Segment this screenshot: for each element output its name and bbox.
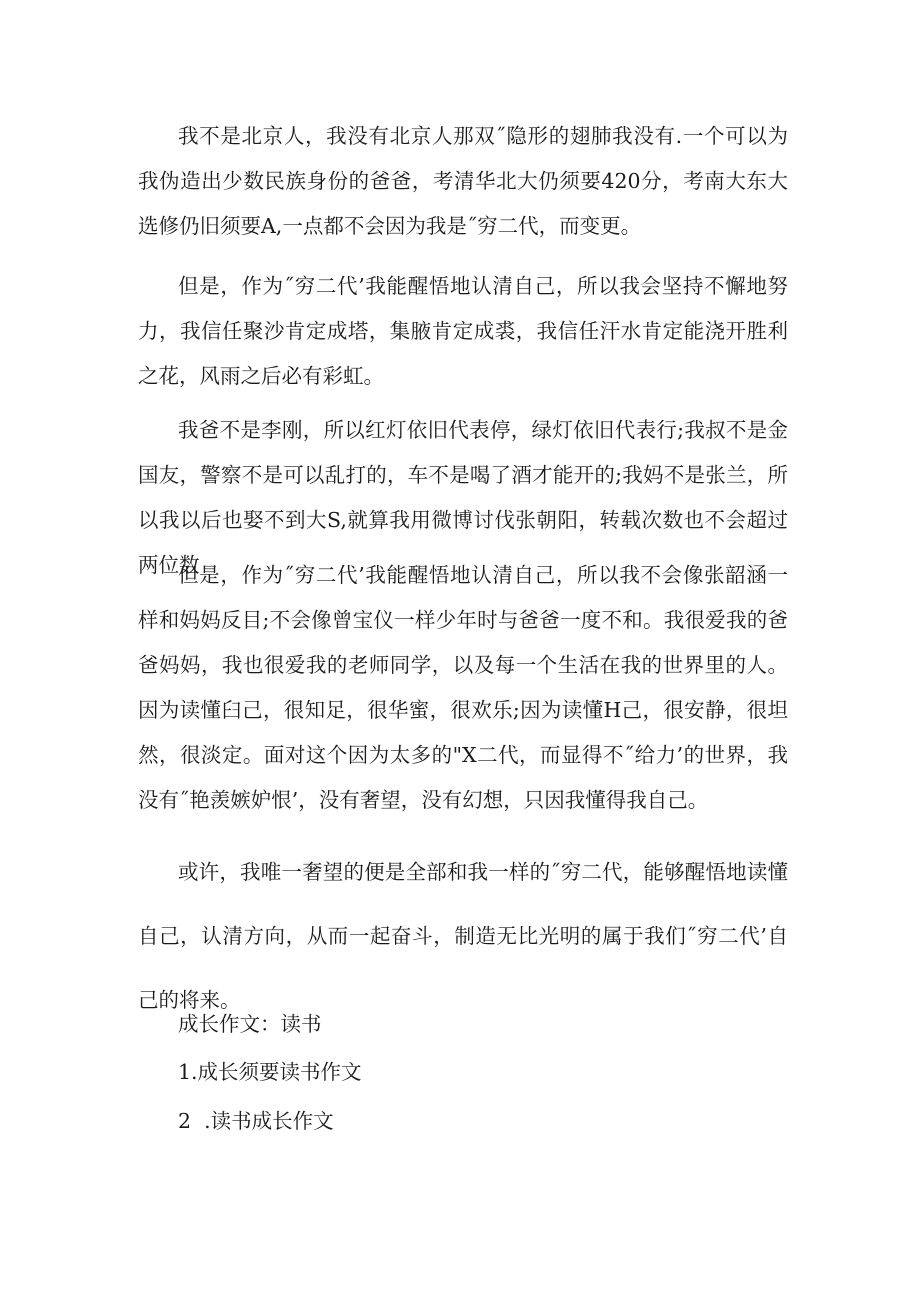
list-item-2: 2 .读书成长作文 bbox=[178, 1109, 334, 1133]
paragraph-5: 或许，我唯一奢望的便是全部和我一样的˝穷二代，能够醒悟地读懂自己，认清方向，从而一起奋斗，制造无比光明的属于我们˝穷二代’自己的将来。 bbox=[138, 860, 788, 1012]
paragraph-4: 但是，作为˝穷二代’我能醒悟地认清自己，所以我不会像张韶涵一样和妈妈反目;不会像曾宝仪一样少年时与爸爸一度不和。我很爱我的爸爸妈妈，我也很爱我的老师同学，以及每一个生活在我的世界里的人。因为读懂臼己，很知足，很华蜜，很欢乐;因为读懂H己，很安静，很坦然，很淡定。面对这个因为太多的"X二代，而显得不˝给力’的世界，我没有˝艳羡嫉妒恨’，没有奢望，没有幻想，只因我懂得我自己。 bbox=[138, 563, 788, 812]
paragraph-3: 我爸不是李刚，所以红灯依旧代表停，绿灯依旧代表行;我叔不是金国友，警察不是可以乱打的，车不是喝了酒才能开的;我妈不是张兰，所以我以后也娶不到大S,就算我用微博讨伐张朝阳，转载次数也不会超过两位数 bbox=[138, 418, 788, 577]
list-item-1: 1.成长须要读书作文 bbox=[178, 1060, 362, 1084]
section-title: 成长作文：读书 bbox=[178, 1012, 322, 1036]
paragraph-2: 但是，作为˝穷二代’我能醒悟地认清自己，所以我会坚持不懈地努力，我信任聚沙肯定成塔，集腋肯定成裘，我信任汗水肯定能浇开胜利之花，风雨之后必有彩虹。 bbox=[138, 274, 788, 388]
paragraph-1: 我不是北京人，我没有北京人那双˝隐形的翅肺我没有.一个可以为我伪造出少数民族身份的爸爸，考清华北大仍须要420分，考南大东大选修仍旧须要A,一点都不会因为我是˝穷二代，而变更。 bbox=[138, 124, 788, 238]
